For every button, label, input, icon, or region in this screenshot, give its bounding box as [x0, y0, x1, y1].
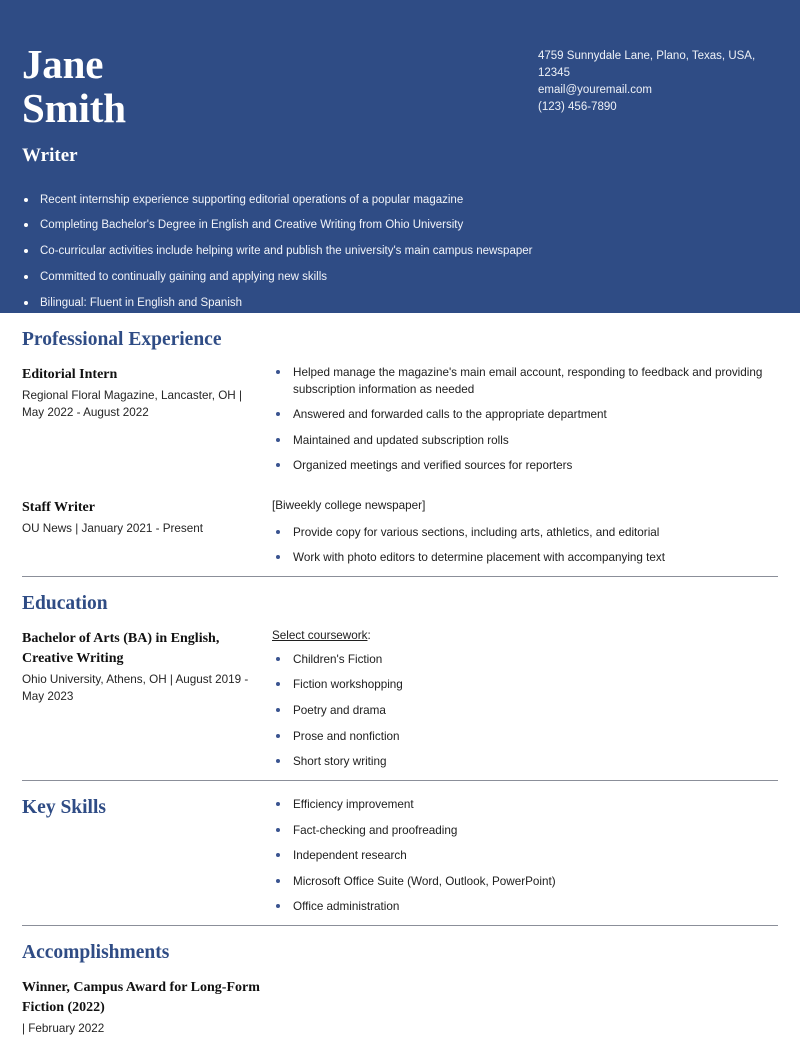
entry-title: Winner, Campus Award for Long-Form Fiction (2022)	[22, 979, 260, 1015]
entry-left-column	[22, 365, 272, 422]
coursework-label	[272, 629, 778, 642]
entry-left-column	[22, 978, 272, 1038]
resume-body	[0, 313, 800, 1038]
list-item: Short story writing	[272, 754, 778, 771]
education-entry	[22, 629, 778, 780]
list-item: Helped manage the magazine's main email account, responding to feedback and providing subscription information as needed	[272, 365, 778, 398]
entry-right-column	[272, 498, 778, 576]
entry-right-column	[272, 365, 778, 484]
entry-right-column	[272, 629, 778, 780]
list-item: Independent research	[272, 848, 778, 865]
list-item: Work with photo editors to determine placement with accompanying text	[272, 550, 778, 567]
entry-title: Bachelor of Arts (BA) in English, Creative Writing	[22, 630, 220, 666]
section-accomplishments	[22, 926, 778, 1038]
entry-note: [Biweekly college newspaper]	[272, 499, 426, 513]
job-title: Writer	[22, 144, 78, 166]
contact-address: 4759 Sunnydale Lane, Plano, Texas, USA, 12345	[538, 50, 756, 80]
list-item: Completing Bachelor's Degree in English and Creative Writing from Ohio University	[22, 218, 778, 233]
skills-bullet-list	[272, 797, 778, 916]
entry-right-column	[272, 797, 778, 925]
list-item: Bilingual: Fluent in English and Spanish	[22, 296, 778, 311]
entry-title: Editorial Intern	[22, 367, 118, 382]
list-item: Children's Fiction	[272, 652, 778, 669]
contact-block	[538, 0, 778, 116]
list-item: Office administration	[272, 899, 778, 916]
section-heading: Education	[22, 592, 108, 614]
contact-phone[interactable]: (123) 456-7890	[538, 101, 617, 114]
list-item: Organized meetings and verified sources for reporters	[272, 458, 778, 475]
entry-meta: | February 2022	[22, 1021, 105, 1035]
entry-bullet-list	[272, 525, 778, 567]
contact-email[interactable]: email@youremail.com	[538, 84, 652, 97]
section-heading: Accomplishments	[22, 941, 170, 963]
list-item: Recent internship experience supporting editorial operations of a popular magazine	[22, 193, 778, 208]
list-item: Provide copy for various sections, including arts, athletics, and editorial	[272, 525, 778, 542]
list-item: Poetry and drama	[272, 703, 778, 720]
entry-title: Staff Writer	[22, 500, 95, 516]
section-education	[22, 577, 778, 780]
skills-row	[22, 797, 778, 925]
entry-meta: Ohio University, Athens, OH | August 2019 - May 2023	[22, 672, 249, 703]
entry-left-column	[22, 797, 272, 833]
entry-meta: OU News | January 2021 - Present	[22, 521, 204, 535]
list-item: Microsoft Office Suite (Word, Outlook, PowerPoint)	[272, 874, 778, 891]
list-item: Committed to continually gaining and applying new skills	[22, 270, 778, 285]
identity-block	[22, 0, 126, 167]
accomplishment-entry	[22, 978, 778, 1038]
section-heading: Key Skills	[22, 796, 106, 818]
list-item: Co-curricular activities include helping write and publish the university's main campus newspaper	[22, 244, 778, 259]
entry-meta: Regional Floral Magazine, Lancaster, OH | May 2022 - August 2022	[22, 388, 243, 419]
header-top-row	[22, 0, 778, 167]
section-heading: Professional Experience	[22, 329, 222, 350]
list-item: Prose and nonfiction	[272, 729, 778, 746]
first-name: Jane	[22, 41, 104, 87]
list-item: Maintained and updated subscription rolls	[272, 433, 778, 450]
list-item: Fiction workshopping	[272, 677, 778, 694]
coursework-label-text: Select coursework	[272, 628, 368, 642]
resume-header	[0, 0, 800, 313]
list-item: Efficiency improvement	[272, 797, 778, 814]
summary-bullet-list	[22, 193, 778, 312]
section-professional-experience	[22, 313, 778, 576]
section-key-skills	[22, 781, 778, 925]
list-item: Fact-checking and proofreading	[272, 823, 778, 840]
list-item: Answered and forwarded calls to the appropriate department	[272, 407, 778, 424]
page-title	[22, 42, 126, 131]
entry-left-column	[22, 498, 272, 538]
coursework-label-colon: :	[367, 628, 371, 642]
experience-entry	[22, 365, 778, 484]
coursework-bullet-list	[272, 652, 778, 771]
entry-left-column	[22, 629, 272, 706]
entry-bullet-list	[272, 365, 778, 475]
last-name: Smith	[22, 85, 126, 132]
experience-entry	[22, 498, 778, 576]
